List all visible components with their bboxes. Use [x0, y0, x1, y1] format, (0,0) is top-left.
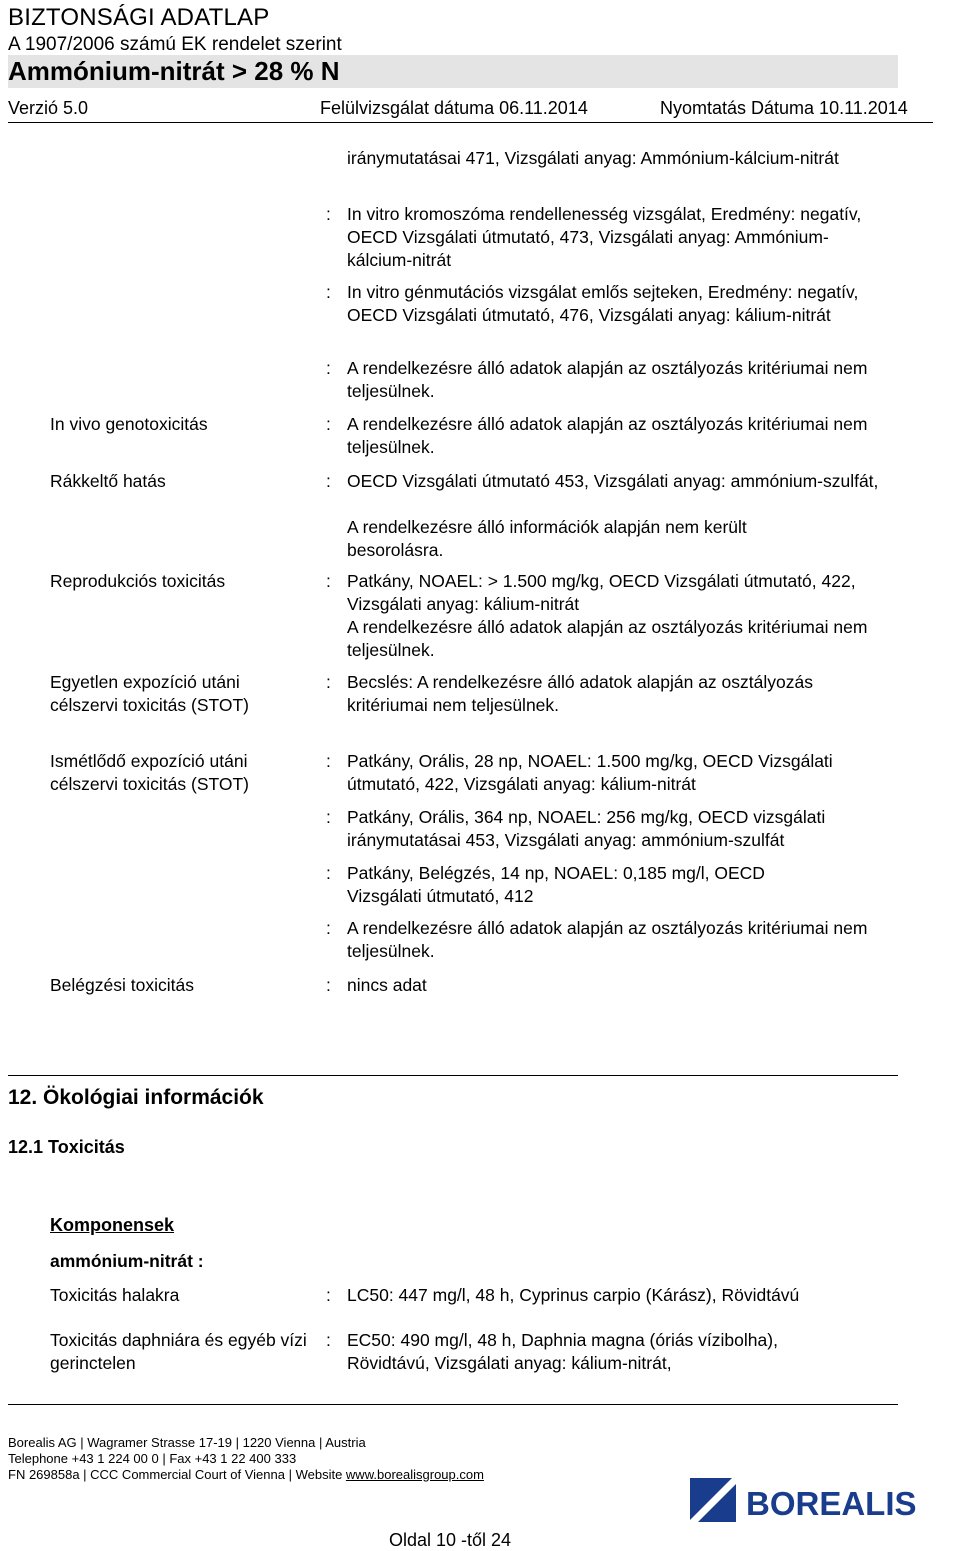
carcinogenicity-value: OECD Vizsgálati útmutató 453, Vizsgálati anyag: ammónium-szulfát,	[347, 471, 879, 491]
substance-name: ammónium-nitrát :	[50, 1251, 204, 1271]
genotox-vitro-conclusion: A rendelkezésre álló adatok alapján az osztályozás kritériumai nem teljesülnek.	[347, 358, 868, 401]
colon: :	[326, 751, 331, 771]
version: Verzió 5.0	[8, 98, 89, 118]
footer-phone: Telephone +43 1 224 00 0 | Fax +43 1 22 400 333	[8, 1451, 297, 1466]
carcinogenicity-label: Rákkeltő hatás	[50, 471, 166, 491]
document-type-title: BIZTONSÁGI ADATLAP	[8, 4, 270, 31]
stot-single-value: Becslés: A rendelkezésre álló adatok alapján az osztályozás kritériumai nem teljesülnek.	[347, 672, 813, 715]
colon: :	[326, 571, 331, 591]
daphnia-toxicity-value: EC50: 490 mg/l, 48 h, Daphnia magna (óriás vízibolha), Rövidtávú, Vizsgálati anyag: kálium-nitrát,	[347, 1330, 778, 1373]
fish-toxicity-value: LC50: 447 mg/l, 48 h, Cyprinus carpio (Kárász), Rövidtávú	[347, 1285, 800, 1305]
colon: :	[326, 282, 331, 302]
colon: :	[326, 807, 331, 827]
revision-date: Felülvizsgálat dátuma 06.11.2014	[320, 98, 588, 118]
regulation-reference: A 1907/2006 számú EK rendelet szerint	[8, 34, 342, 55]
stot-repeated-value-2: Patkány, Orális, 364 np, NOAEL: 256 mg/kg, OECD vizsgálati iránymutatásai 453, Vizsgálati anyag: ammónium-szulfát	[347, 807, 826, 850]
genotox-vitro-1: In vitro kromoszóma rendellenesség vizsgálat, Eredmény: negatív, OECD Vizsgálati útmutató, 473, Vizsgálati anyag: Ammónium-kálcium-nitrát	[347, 204, 862, 270]
print-date: Nyomtatás Dátuma 10.11.2014	[660, 98, 908, 118]
footer-registry	[8, 1467, 484, 1483]
stot-repeated-label: Ismétlődő expozíció utáni célszervi toxicitás (STOT)	[50, 751, 250, 794]
footer-rule	[8, 1404, 898, 1405]
genotox-vitro-2: In vitro génmutációs vizsgálat emlős sejteken, Eredmény: negatív, OECD Vizsgálati útmutató, 476, Vizsgálati anyag: kálium-nitrát	[347, 282, 859, 325]
stot-single-label: Egyetlen expozíció utáni célszervi toxicitás (STOT)	[50, 672, 250, 715]
aspiration-toxicity-label: Belégzési toxicitás	[50, 975, 194, 995]
product-name: Ammónium-nitrát > 28 % N	[8, 56, 340, 86]
colon: :	[326, 1330, 331, 1350]
reproductive-toxicity-value: Patkány, NOAEL: > 1.500 mg/kg, OECD Vizsgálati útmutató, 422, Vizsgálati anyag: kálium-nitrát	[347, 571, 856, 614]
footer-registry-text: FN 269858a | CCC Commercial Court of Vienna | Website	[8, 1467, 346, 1482]
borealis-logo	[688, 1475, 953, 1525]
stot-repeated-value-3: Patkány, Belégzés, 14 np, NOAEL: 0,185 mg/l, OECD Vizsgálati útmutató, 412	[347, 863, 765, 906]
colon: :	[326, 414, 331, 434]
colon: :	[326, 918, 331, 938]
colon: :	[326, 672, 331, 692]
section-rule	[8, 1075, 898, 1076]
header-rule	[8, 122, 933, 123]
genotox-continuation: iránymutatásai 471, Vizsgálati anyag: Ammónium-kálcium-nitrát	[347, 148, 839, 168]
fish-toxicity-label: Toxicitás halakra	[50, 1285, 180, 1305]
colon: :	[326, 1285, 331, 1305]
colon: :	[326, 471, 331, 491]
website-link[interactable]: www.borealisgroup.com	[345, 1467, 484, 1482]
page-number: Oldal 10 -től 24	[388, 1530, 512, 1550]
reproductive-toxicity-label: Reprodukciós toxicitás	[50, 571, 226, 591]
colon: :	[326, 204, 331, 224]
stot-repeated-value-1: Patkány, Orális, 28 np, NOAEL: 1.500 mg/kg, OECD Vizsgálati útmutató, 422, Vizsgálati anyag: kálium-nitrát	[347, 751, 833, 794]
colon: :	[326, 975, 331, 995]
logo-text: BOREALIS	[746, 1485, 917, 1522]
carcinogenicity-value-2: A rendelkezésre álló információk alapján nem került besorolásra.	[347, 517, 747, 560]
components-label: Komponensek	[50, 1215, 175, 1235]
invivo-genotox-value: A rendelkezésre álló adatok alapján az osztályozás kritériumai nem teljesülnek.	[347, 414, 868, 457]
daphnia-toxicity-label: Toxicitás daphniára és egyéb vízi gerinctelen	[50, 1330, 307, 1373]
section-12-heading: 12. Ökológiai információk	[8, 1086, 264, 1109]
section-12-1-heading: 12.1 Toxicitás	[8, 1137, 125, 1157]
reproductive-toxicity-value-2: A rendelkezésre álló adatok alapján az osztályozás kritériumai nem teljesülnek.	[347, 617, 868, 660]
aspiration-toxicity-value: nincs adat	[347, 975, 427, 995]
colon: :	[326, 358, 331, 378]
stot-repeated-value-4: A rendelkezésre álló adatok alapján az osztályozás kritériumai nem teljesülnek.	[347, 918, 868, 961]
colon: :	[326, 863, 331, 883]
footer-address: Borealis AG | Wagramer Strasse 17-19 | 1220 Vienna | Austria	[8, 1435, 366, 1450]
invivo-genotox-label: In vivo genotoxicitás	[50, 414, 208, 434]
